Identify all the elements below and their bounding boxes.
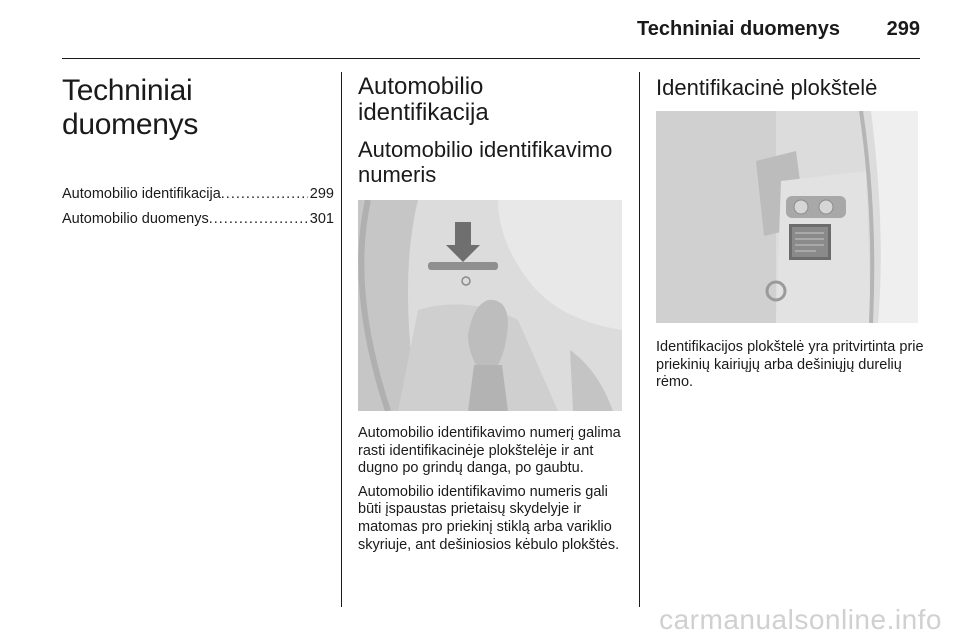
vin-location-illustration (358, 200, 622, 411)
subsection-title-line2: numeris (358, 162, 437, 187)
subsection-title (358, 137, 624, 187)
middle-column (358, 74, 624, 187)
id-plate-title: Identifikacinė plokštelė (656, 75, 878, 100)
column-divider-1 (341, 72, 342, 607)
subsection-title-line1: Automobilio identifikavimo (358, 137, 613, 162)
watermark: carmanualsonline.info (659, 604, 942, 635)
right-body (656, 339, 928, 392)
toc-leader-dots (221, 182, 308, 207)
toc-entry[interactable] (62, 182, 334, 207)
section-title (358, 74, 624, 126)
toc-entry-page: 299 (309, 186, 334, 202)
section-title-line1: Automobilio (358, 73, 484, 100)
toc-entry-label: Automobilio duomenys (62, 211, 209, 227)
chapter-title: Techniniai duomenys (62, 74, 199, 141)
right-column (656, 74, 922, 102)
header-divider (62, 58, 920, 59)
id-plate-illustration (656, 111, 918, 323)
toc-entry[interactable] (62, 207, 334, 232)
toc-leader-dots (209, 207, 308, 232)
toc-entry-label: Automobilio identifikacija (62, 186, 221, 202)
running-header-title: Techniniai duomenys (637, 18, 840, 40)
left-column (62, 74, 334, 232)
toc-entry-page: 301 (309, 211, 334, 227)
id-plate-paragraph: Identifikacijos plokštelė yra pritvirtinta prie priekinių kairiųjų arba dešiniųjų durelių rėmo. (656, 339, 924, 391)
vin-paragraph-2: Automobilio identifikavimo numeris gali būti įspaustas prietaisų skydelyje ir matomas pro priekinį stiklą arba variklio skyriuje, ant dešiniosios kėbulo plokštės. (358, 483, 620, 553)
page-number: 299 (886, 18, 920, 40)
vin-paragraph-1: Automobilio identifikavimo numerį galima rasti identifikacinėje plokštelėje ir ant dugno po grindų danga, po gaubtu. (358, 425, 621, 477)
table-of-contents (62, 182, 334, 232)
column-divider-2 (639, 72, 640, 607)
section-title-line2: identifikacija (358, 99, 489, 126)
middle-body (358, 425, 628, 554)
